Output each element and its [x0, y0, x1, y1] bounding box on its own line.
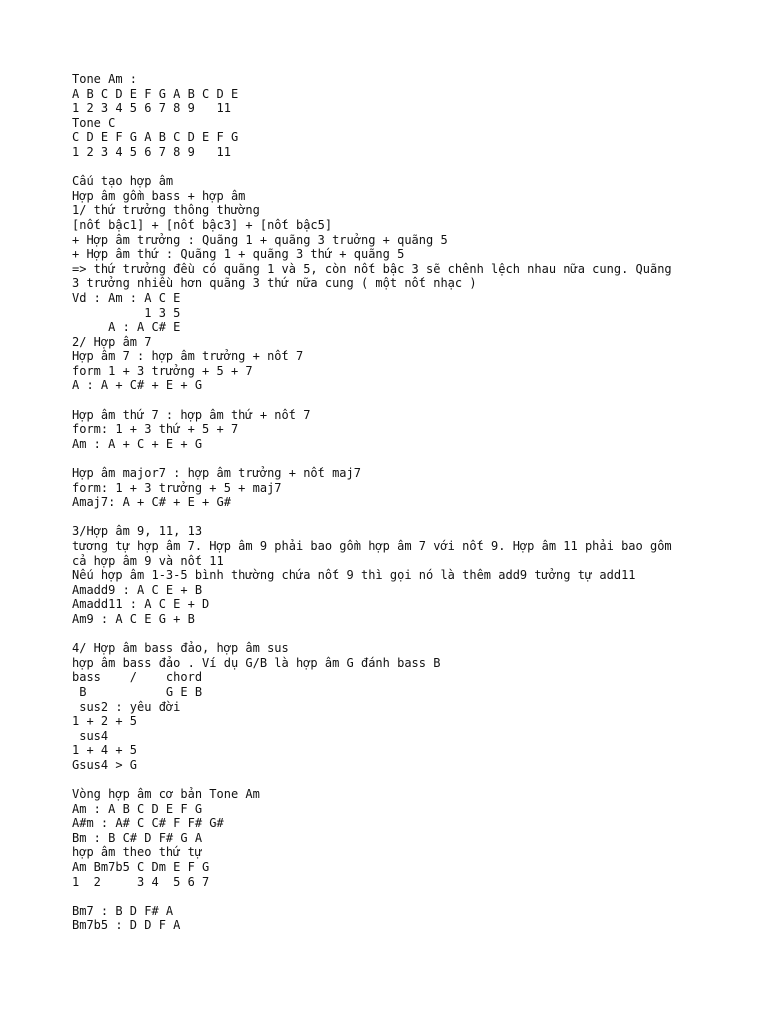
text-line: sus2 : yêu đời [72, 699, 181, 714]
text-line: Hợp âm major7 : hợp âm trưởng + nốt maj7 [72, 466, 361, 481]
text-line: cả hợp âm 9 và nốt 11 [72, 553, 224, 568]
text-line [72, 773, 712, 788]
text-line: hợp âm bass đảo . Ví dụ G/B là hợp âm G đánh bass B [72, 655, 441, 670]
text-line: Amaj7: A + C# + E + G# [72, 495, 231, 510]
text-line: 1/ thứ trưởng thông thường [72, 203, 260, 218]
text-line: + Hợp âm trưởng : Quãng 1 + quãng 3 truởng + quãng 5 [72, 232, 448, 247]
text-line: 3 trưởng nhiều hơn quãng 3 thứ nữa cung ( một nốt nhạc ) [72, 276, 477, 291]
text-line: form: 1 + 3 thứ + 5 + 7 [72, 422, 239, 437]
text-line [72, 627, 712, 642]
text-line: Hợp âm 7 : hợp âm trưởng + nốt 7 [72, 349, 304, 364]
text-line: 3/Hợp âm 9, 11, 13 [72, 524, 203, 539]
text-line: 1 2 3 4 5 6 7 [72, 874, 210, 889]
text-line [72, 160, 712, 175]
text-line: + Hợp âm thứ : Quãng 1 + quãng 3 thứ + quãng 5 [72, 247, 405, 262]
text-line: => thứ trưởng đều có quãng 1 và 5, còn nốt bậc 3 sẽ chênh lệch nhau nữa cung. Quãng [72, 261, 672, 276]
document-text [72, 72, 712, 933]
text-line: A#m : A# C C# F F# G# [72, 816, 224, 831]
text-line: Hợp âm thứ 7 : hợp âm thứ + nốt 7 [72, 407, 311, 422]
text-line: Vòng hợp âm cơ bản Tone Am [72, 787, 260, 802]
text-line: 1 + 2 + 5 [72, 714, 138, 729]
text-line [72, 889, 712, 904]
text-line: tương tự hợp âm 7. Hợp âm 9 phải bao gồm hợp âm 7 với nốt 9. Hợp âm 11 phải bao gôm [72, 539, 672, 553]
text-line: A : A + C# + E + G [72, 378, 203, 393]
text-line: 1 3 5 [72, 305, 181, 320]
text-line: form: 1 + 3 trưởng + 5 + maj7 [72, 480, 282, 495]
text-line: A B C D E F G A B C D E [72, 86, 239, 101]
text-line: B G E B [72, 684, 203, 699]
text-line: form 1 + 3 trưởng + 5 + 7 [72, 363, 253, 378]
text-line: 1 2 3 4 5 6 7 8 9 11 [72, 144, 231, 159]
text-line: Am9 : A C E G + B [72, 611, 195, 626]
text-line: Hợp âm gồm bass + hợp âm [72, 188, 246, 203]
text-line: Tone Am : [72, 72, 138, 86]
text-line: Bm : B C# D F# G A [72, 830, 203, 845]
text-line: Bm7b5 : D D F A [72, 918, 181, 933]
text-line: 1 + 4 + 5 [72, 743, 138, 758]
text-line [72, 393, 712, 408]
text-line: Am : A B C D E F G [72, 801, 203, 816]
text-line: [nốt bậc1] + [nốt bậc3] + [nốt bậc5] [72, 217, 333, 232]
text-line: C D E F G A B C D E F G [72, 130, 239, 145]
text-line [72, 451, 712, 466]
text-line: Nếu hợp âm 1-3-5 bình thường chứa nốt 9 thì gọi nó là thêm add9 tưởng tự add11 [72, 568, 636, 583]
text-line: 4/ Hợp âm bass đảo, hợp âm sus [72, 641, 289, 656]
text-line: Am Bm7b5 C Dm E F G [72, 860, 210, 875]
text-line: Vd : Am : A C E [72, 290, 181, 305]
text-line: Tone C [72, 115, 116, 130]
text-line: A : A C# E [72, 320, 181, 335]
text-line: Amadd9 : A C E + B [72, 582, 203, 597]
text-line: 1 2 3 4 5 6 7 8 9 11 [72, 101, 231, 116]
text-line: bass / chord [72, 670, 203, 685]
text-line: sus4 [72, 728, 109, 743]
text-line: Amadd11 : A C E + D [72, 597, 210, 612]
text-line [72, 510, 712, 525]
text-line: Cấu tạo hợp âm [72, 174, 174, 189]
text-line: Bm7 : B D F# A [72, 903, 174, 918]
text-line: hợp âm theo thứ tự [72, 845, 203, 860]
text-line: 2/ Hợp âm 7 [72, 334, 152, 349]
text-line: Am : A + C + E + G [72, 436, 203, 451]
text-line: Gsus4 > G [72, 757, 138, 772]
